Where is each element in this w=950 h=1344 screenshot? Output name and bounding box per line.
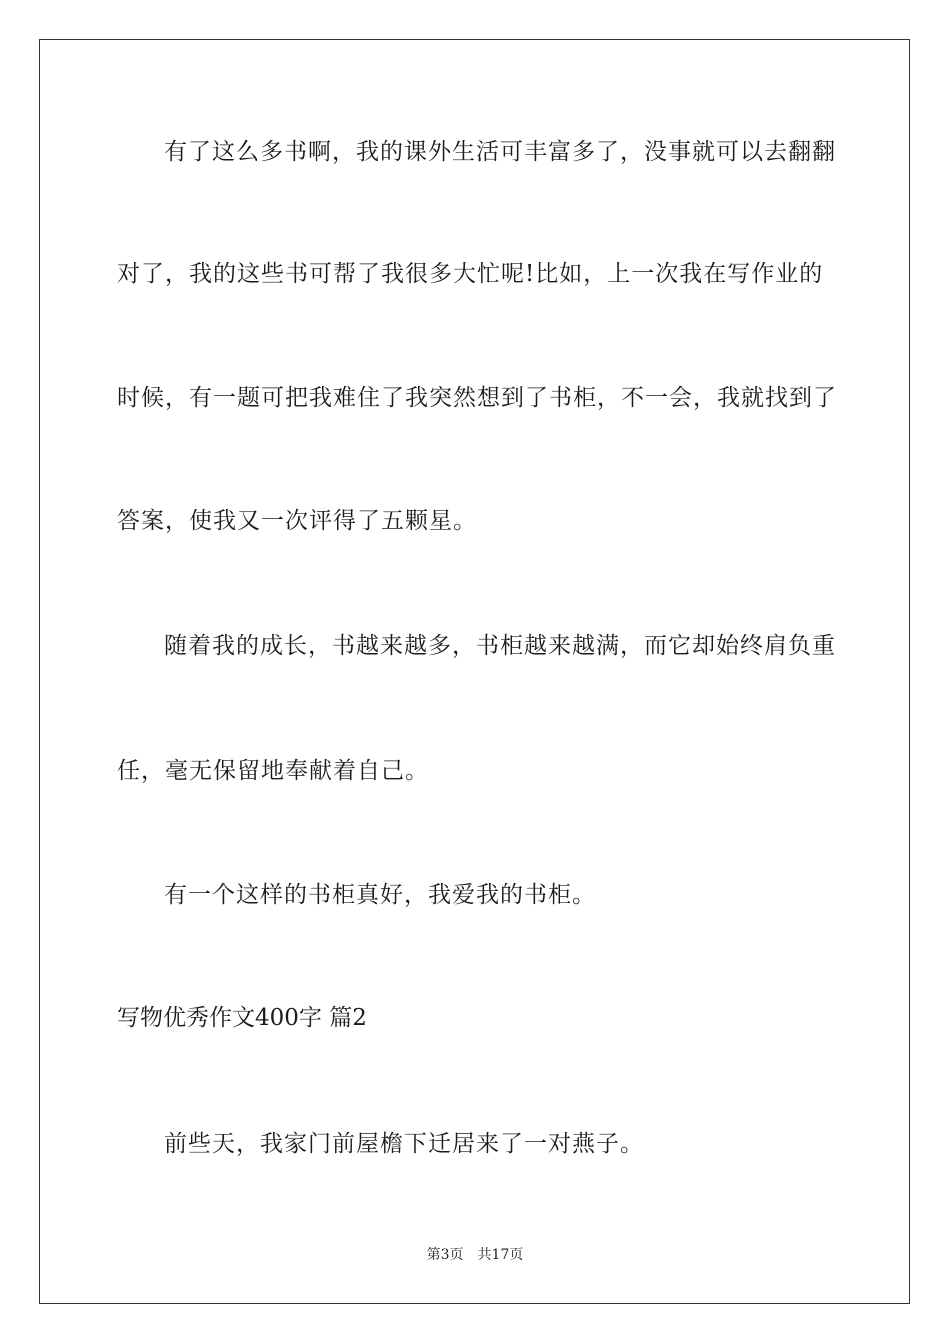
- paragraph-line: 随着我的成长，书越来越多，书柜越来越满，而它却始终肩负重: [164, 633, 836, 659]
- page-frame: [39, 39, 910, 1304]
- paragraph-line: 对了，我的这些书可帮了我很多大忙呢!比如，上一次我在写作业的: [117, 261, 824, 287]
- paragraph-line: 任，毫无保留地奉献着自己。: [117, 758, 429, 784]
- paragraph-line: 有一个这样的书柜真好，我爱我的书柜。: [164, 882, 596, 908]
- paragraph-line: 前些天，我家门前屋檐下迁居来了一对燕子。: [164, 1131, 644, 1157]
- paragraph-line: 答案，使我又一次评得了五颗星。: [117, 508, 477, 534]
- section-heading: 写物优秀作文400字 篇2: [117, 1005, 367, 1031]
- page-total: 共17页: [477, 1247, 524, 1263]
- page-number: 第3页: [426, 1247, 464, 1263]
- paragraph-line: 有了这么多书啊，我的课外生活可丰富多了，没事就可以去翻翻: [164, 139, 836, 165]
- paragraph-line: 时候，有一题可把我难住了我突然想到了书柜，不一会，我就找到了: [117, 385, 837, 411]
- page-footer: [0, 1246, 950, 1264]
